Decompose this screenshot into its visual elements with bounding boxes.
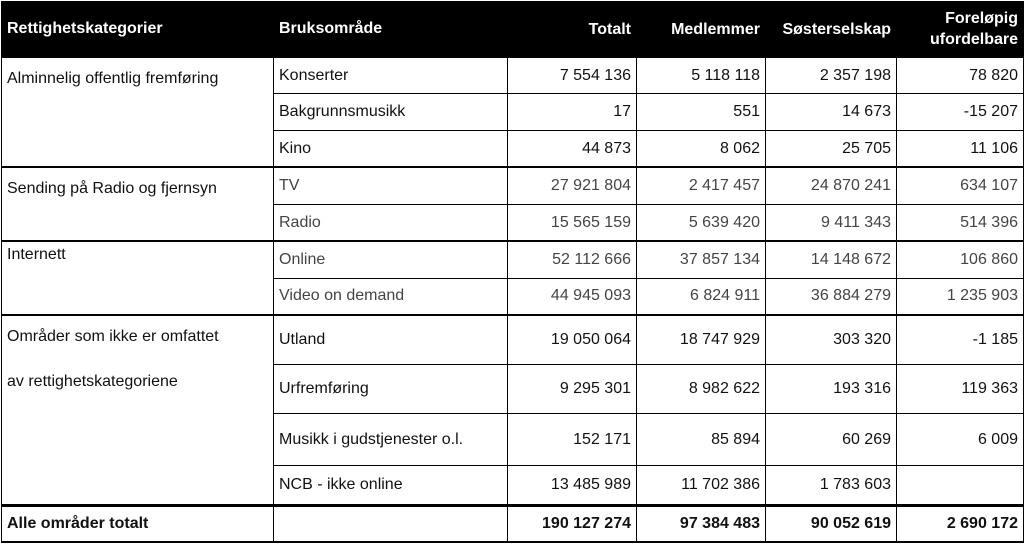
totals-sister: 90 052 619 — [766, 506, 897, 543]
prelim-cell: -1 185 — [897, 315, 1024, 364]
usage-cell: Radio — [274, 204, 508, 241]
sister-cell: 193 316 — [766, 365, 897, 414]
rights-revenue-table — [1, 1, 1024, 543]
table-row — [2, 167, 1024, 204]
totals-usage-empty — [274, 506, 508, 543]
members-cell: 85 894 — [637, 414, 766, 466]
total-cell: 15 565 159 — [508, 204, 637, 241]
prelim-cell: 11 106 — [897, 130, 1024, 167]
members-cell: 5 118 118 — [637, 57, 766, 94]
header-category: Rettighetskategorier — [2, 2, 274, 58]
usage-cell: Bakgrunnsmusikk — [274, 94, 508, 130]
prelim-cell: 119 363 — [897, 365, 1024, 414]
total-cell: 13 485 989 — [508, 465, 637, 505]
members-cell: 18 747 929 — [637, 315, 766, 364]
members-cell: 551 — [637, 94, 766, 130]
usage-cell: TV — [274, 167, 508, 204]
members-cell: 8 982 622 — [637, 365, 766, 414]
total-cell: 44 945 093 — [508, 278, 637, 315]
sister-cell: 24 870 241 — [766, 167, 897, 204]
prelim-cell — [897, 465, 1024, 505]
sister-cell: 36 884 279 — [766, 278, 897, 315]
header-sister-companies: Søsterselskap — [766, 2, 897, 58]
usage-cell: Musikk i gudstjenester o.l. — [274, 414, 508, 466]
usage-cell: Online — [274, 241, 508, 278]
category-other-areas — [2, 315, 274, 505]
members-cell: 6 824 911 — [637, 278, 766, 315]
totals-total: 190 127 274 — [508, 506, 637, 543]
category-other-line2: av rettighetskategoriene — [7, 373, 178, 391]
sister-cell: 2 357 198 — [766, 57, 897, 94]
totals-row — [2, 506, 1024, 543]
usage-cell: Urfremføring — [274, 365, 508, 414]
category-broadcast: Sending på Radio og fjernsyn — [2, 167, 274, 241]
members-cell: 37 857 134 — [637, 241, 766, 278]
members-cell: 2 417 457 — [637, 167, 766, 204]
header-usage: Bruksområde — [274, 2, 508, 58]
category-other-line1: Områder som ikke er omfattet — [7, 328, 219, 346]
prelim-cell: 78 820 — [897, 57, 1024, 94]
prelim-cell: 514 396 — [897, 204, 1024, 241]
usage-cell: Utland — [274, 315, 508, 364]
total-cell: 7 554 136 — [508, 57, 637, 94]
usage-cell: Video on demand — [274, 278, 508, 315]
totals-label: Alle områder totalt — [2, 506, 274, 543]
table-row — [2, 241, 1024, 278]
usage-cell: Kino — [274, 130, 508, 167]
total-cell: 19 050 064 — [508, 315, 637, 364]
category-internet: Internett — [2, 241, 274, 315]
table-row — [2, 315, 1024, 364]
prelim-cell: 1 235 903 — [897, 278, 1024, 315]
header-total: Totalt — [508, 2, 637, 58]
prelim-cell: 106 860 — [897, 241, 1024, 278]
table-row — [2, 57, 1024, 94]
header-prelim-line2: ufordelbare — [929, 31, 1018, 48]
prelim-cell: 6 009 — [897, 414, 1024, 466]
sister-cell: 60 269 — [766, 414, 897, 466]
total-cell: 52 112 666 — [508, 241, 637, 278]
category-public-performance: Alminnelig offentlig fremføring — [2, 57, 274, 167]
header-members: Medlemmer — [637, 2, 766, 58]
total-cell: 27 921 804 — [508, 167, 637, 204]
usage-cell: Konserter — [274, 57, 508, 94]
members-cell: 5 639 420 — [637, 204, 766, 241]
sister-cell: 14 673 — [766, 94, 897, 130]
prelim-cell: -15 207 — [897, 94, 1024, 130]
prelim-cell: 634 107 — [897, 167, 1024, 204]
header-prelim-line1: Foreløpig — [945, 10, 1018, 27]
sister-cell: 25 705 — [766, 130, 897, 167]
total-cell: 44 873 — [508, 130, 637, 167]
members-cell: 11 702 386 — [637, 465, 766, 505]
sister-cell: 9 411 343 — [766, 204, 897, 241]
table-header-row — [2, 2, 1024, 58]
header-preliminary-undistributable — [897, 2, 1024, 58]
totals-members: 97 384 483 — [637, 506, 766, 543]
members-cell: 8 062 — [637, 130, 766, 167]
total-cell: 17 — [508, 94, 637, 130]
total-cell: 9 295 301 — [508, 365, 637, 414]
sister-cell: 303 320 — [766, 315, 897, 364]
total-cell: 152 171 — [508, 414, 637, 466]
usage-cell: NCB - ikke online — [274, 465, 508, 505]
sister-cell: 14 148 672 — [766, 241, 897, 278]
sister-cell: 1 783 603 — [766, 465, 897, 505]
totals-prelim: 2 690 172 — [897, 506, 1024, 543]
